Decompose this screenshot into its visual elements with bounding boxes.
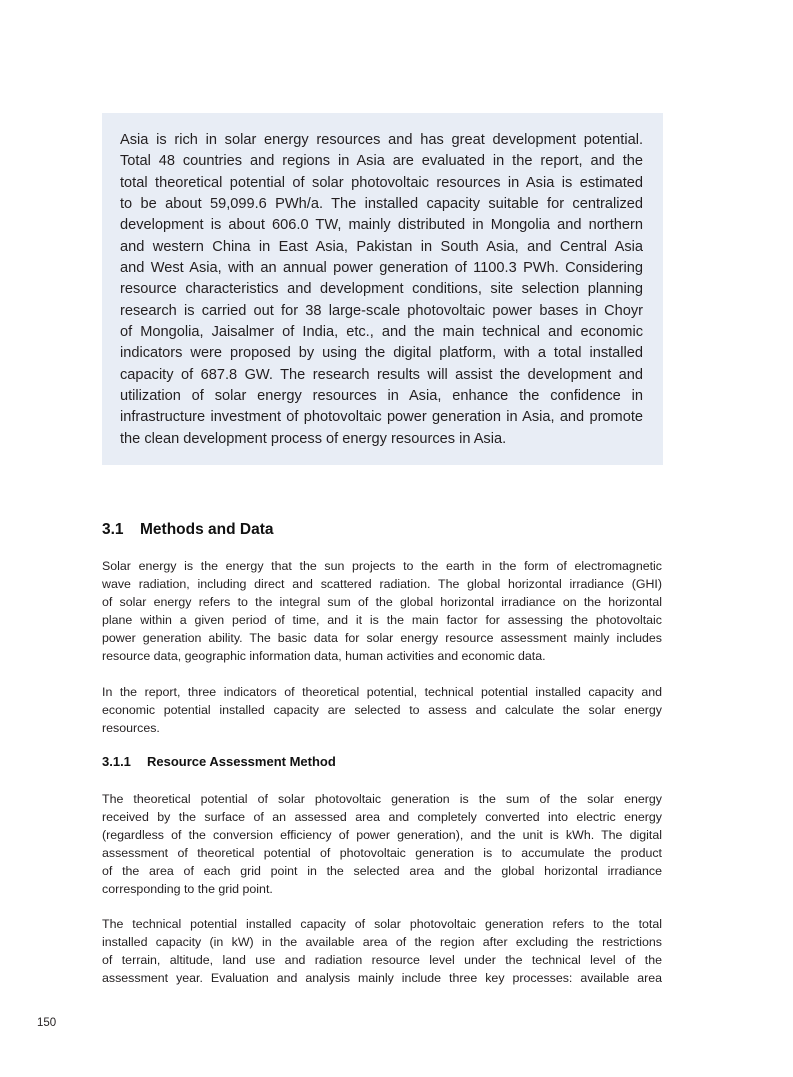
- text-line: power generation ability. The basic data for solar energy resource assessment mainly includes: [102, 631, 662, 645]
- paragraph-indicators: [102, 683, 662, 737]
- text-line: assessment of theoretical potential of photovoltaic generation is to accumulate the product: [102, 846, 662, 860]
- text-line: The technical potential installed capacity of solar photovoltaic generation refers to the total: [102, 917, 662, 931]
- text-line: Asia is rich in solar energy resources and has great development potential.: [120, 132, 643, 148]
- text-line: corresponding to the grid point.: [102, 882, 273, 896]
- text-line: indicators were proposed by using the digital platform, with a total installed: [120, 345, 643, 362]
- text-line: of terrain, altitude, land use and radiation resource level under the technical level of the: [102, 953, 662, 967]
- text-line: the clean development process of energy resources in Asia.: [120, 430, 507, 447]
- text-line: (regardless of the conversion efficiency of power generation), and the unit is kWh. The digital: [102, 828, 662, 842]
- text-line: Solar energy is the energy that the sun projects to the earth in the form of electromagnetic: [102, 559, 662, 573]
- subsection-heading: [102, 754, 336, 769]
- text-line: resource data, geographic information data, human activities and economic data.: [102, 649, 546, 663]
- text-line: wave radiation, including direct and scattered radiation. The global horizontal irradiance (GHI): [102, 577, 662, 591]
- text-line: Total 48 countries and regions in Asia are evaluated in the report, and the: [120, 153, 643, 170]
- text-line: infrastructure investment of photovoltaic power generation in Asia, and promote: [120, 409, 643, 426]
- text-line: assessment year. Evaluation and analysis mainly include three key processes: available area: [102, 971, 662, 985]
- text-line: of the area of each grid point in the selected area and the global horizontal irradiance: [102, 864, 662, 878]
- page-number: 150: [37, 1017, 57, 1029]
- section-title: Methods and Data: [140, 521, 274, 538]
- text-line: In the report, three indicators of theoretical potential, technical potential installed capacity and: [102, 685, 662, 699]
- text-line: received by the surface of an assessed area and completely converted into electric energy: [102, 810, 662, 824]
- text-line: resource characteristics and development conditions, site selection planning: [120, 281, 643, 298]
- text-line: of Mongolia, Jaisalmer of India, etc., and the main technical and economic: [120, 324, 643, 341]
- text-line: capacity of 687.8 GW. The research results will assist the development and: [120, 366, 643, 383]
- text-line: resources.: [102, 721, 160, 735]
- text-line: development is about 606.0 TW, mainly distributed in Mongolia and northern: [120, 217, 643, 234]
- text-line: plane within a given period of time, and it is the main factor for assessing the photovoltaic: [102, 613, 662, 627]
- text-line: to be about 59,099.6 PWh/a. The installed capacity suitable for centralized: [120, 196, 643, 213]
- paragraph-ghi-intro: [102, 557, 662, 665]
- text-line: and western China in East Asia, Pakistan in South Asia, and Central Asia: [120, 238, 643, 255]
- text-line: installed capacity (in kW) in the available area of the region after excluding the restrictions: [102, 935, 662, 949]
- subsection-title: Resource Assessment Method: [147, 754, 336, 769]
- text-line: of solar energy refers to the integral sum of the global horizontal irradiance on the horizontal: [102, 595, 662, 609]
- text-line: The theoretical potential of solar photovoltaic generation is the sum of the solar energy: [102, 792, 662, 806]
- summary-text: [120, 130, 643, 450]
- section-heading: [102, 521, 273, 539]
- text-line: economic potential installed capacity are selected to assess and calculate the solar energy: [102, 703, 662, 717]
- section-number: 3.1: [102, 521, 124, 538]
- text-line: research is carried out for 38 large-scale photovoltaic power bases in Choyr: [120, 302, 643, 319]
- text-line: total theoretical potential of solar photovoltaic resources in Asia is estimated: [120, 174, 643, 191]
- paragraph-technical-potential: [102, 915, 662, 987]
- text-line: and West Asia, with an annual power generation of 1100.3 PWh. Considering: [120, 260, 643, 277]
- paragraph-theoretical-potential: [102, 790, 662, 898]
- text-line: utilization of solar energy resources in Asia, enhance the confidence in: [120, 388, 643, 405]
- subsection-number: 3.1.1: [102, 754, 131, 769]
